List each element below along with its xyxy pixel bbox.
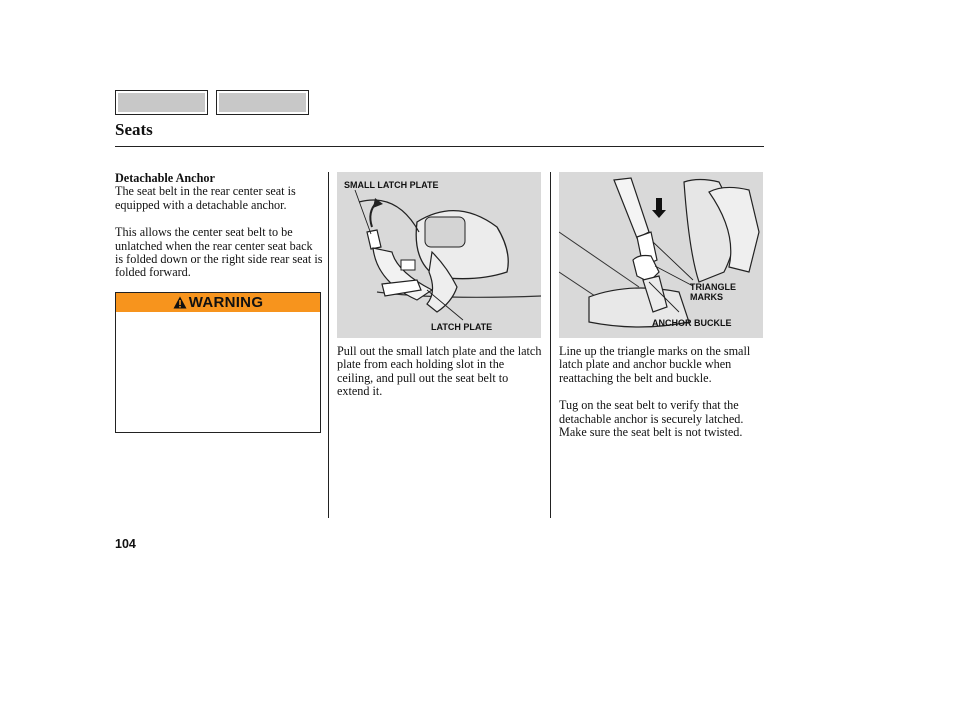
pull-out-paragraph: Pull out the small latch plate and the latch plate from each holding slot in the ceiling, and pull out the seat belt to extend it. [337,344,542,399]
triangle-marks-label [690,282,736,302]
warning-bar [116,293,320,312]
warning-label: WARNING [188,294,264,311]
page-number: 104 [115,537,136,551]
title-rule [115,146,764,147]
middle-column [337,345,542,413]
triangle-marks-label-line1: TRIANGLE [690,282,736,292]
figure-latch-plates [337,172,541,338]
tug-paragraph: Tug on the seat belt to verify that the detachable anchor is securely latched. Make sure the seat belt is not twisted. [559,398,744,440]
anchor-buckle-illustration [559,172,763,338]
triangle-marks-label-line2: MARKS [690,292,723,302]
column-divider-1 [328,172,329,518]
section-subheading: Detachable Anchor [115,171,215,185]
warning-triangle-icon [173,295,187,314]
nav-tab-1[interactable] [115,90,208,115]
small-latch-plate-label: SMALL LATCH PLATE [344,180,439,190]
detail-paragraph: This allows the center seat belt to be unlatched when the rear center seat back is folded down or the right side rear seat is folded forward. [115,225,323,280]
warning-box [115,292,321,433]
latch-plate-illustration [337,172,541,338]
right-column [559,345,769,453]
latch-plate-label: LATCH PLATE [431,322,493,332]
nav-tab-2[interactable] [216,90,309,115]
intro-paragraph: The seat belt in the rear center seat is equipped with a detachable anchor. [115,184,296,212]
column-divider-2 [550,172,551,518]
figure-anchor-buckle [559,172,763,338]
line-up-paragraph: Line up the triangle marks on the small latch plate and anchor buckle when reattaching the belt and buckle. [559,344,751,385]
anchor-buckle-label: ANCHOR BUCKLE [652,318,732,328]
page-title: Seats [115,120,153,139]
left-column [115,172,323,294]
